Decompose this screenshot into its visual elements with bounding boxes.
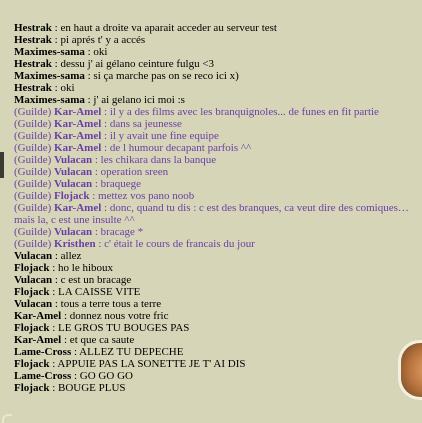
speaker-name[interactable]: Vulacan xyxy=(14,250,53,262)
player-portrait-icon[interactable] xyxy=(398,340,422,400)
message-text: : APPUIE PAS LA SONETTE JE T' AI DIS xyxy=(49,358,246,370)
channel-prefix: (Guilde) xyxy=(14,190,55,202)
scroll-corner-icon[interactable] xyxy=(2,414,12,423)
chat-line xyxy=(14,334,412,346)
speaker-name[interactable]: Kar-Amel xyxy=(54,130,102,142)
chat-tab-handle[interactable] xyxy=(0,152,4,178)
channel-prefix: (Guilde) xyxy=(14,166,55,178)
channel-prefix: (Guilde) xyxy=(14,178,55,190)
chat-line xyxy=(14,262,412,274)
chat-line xyxy=(14,22,412,34)
chat-line xyxy=(14,94,412,106)
speaker-name[interactable]: Vulacan xyxy=(54,226,93,238)
message-text: : LE GROS TU BOUGES PAS xyxy=(49,322,190,334)
message-text: : c' était le cours de francais du jour xyxy=(95,238,255,250)
message-text: : c est un bracage xyxy=(52,274,132,286)
message-text: : LA CAISSE VITE xyxy=(49,286,141,298)
guild-chat-line xyxy=(14,190,412,202)
chat-line xyxy=(14,298,412,310)
chat-line xyxy=(14,358,412,370)
message-text: : oki xyxy=(51,82,75,94)
chat-line xyxy=(14,34,412,46)
speaker-name[interactable]: Flojack xyxy=(14,382,50,394)
message-text: : bracage * xyxy=(92,226,144,238)
channel-prefix: (Guilde) xyxy=(14,238,55,250)
message-text: : j' ai gelano ici moi :s xyxy=(84,94,185,106)
speaker-name[interactable]: Vulacan xyxy=(54,178,93,190)
message-text: : il y a des films avec les branquignoles... de funes en fit partie xyxy=(101,106,379,118)
chat-line xyxy=(14,82,412,94)
speaker-name[interactable]: Lame-Cross xyxy=(14,370,72,382)
message-text: : ALLEZ TU DEPECHE xyxy=(71,346,184,358)
message-text: : oki xyxy=(84,46,108,58)
message-text: : dans sa jeunesse xyxy=(101,118,182,130)
message-text: : si ça marche pas on se reco ici x) xyxy=(84,70,239,82)
speaker-name[interactable]: Vulacan xyxy=(54,154,93,166)
guild-chat-line xyxy=(14,166,412,178)
chat-line xyxy=(14,274,412,286)
speaker-name[interactable]: Hestrak xyxy=(14,82,52,94)
chat-log xyxy=(14,22,412,394)
speaker-name[interactable]: Kar-Amel xyxy=(54,202,102,214)
message-text: : de l humour decapant parfois ^^ xyxy=(101,142,252,154)
guild-chat-line xyxy=(14,202,412,226)
chat-line xyxy=(14,382,412,394)
message-text: : allez xyxy=(52,250,82,262)
chat-bottom-bar xyxy=(0,411,422,423)
message-text: : tous a terre tous a terre xyxy=(52,298,162,310)
speaker-name[interactable]: Kar-Amel xyxy=(54,142,102,154)
chat-line xyxy=(14,70,412,82)
chat-line xyxy=(14,250,412,262)
speaker-name[interactable]: Kar-Amel xyxy=(54,118,102,130)
message-text: : et que ca saute xyxy=(61,334,135,346)
channel-prefix: (Guilde) xyxy=(14,142,55,154)
message-text: : les chikara dans la banque xyxy=(92,154,217,166)
guild-chat-line xyxy=(14,226,412,238)
chat-line xyxy=(14,58,412,70)
message-text: : braquege xyxy=(92,178,141,190)
message-text: : operation sreen xyxy=(92,166,169,178)
speaker-name[interactable]: Vulacan xyxy=(14,298,53,310)
channel-prefix: (Guilde) xyxy=(14,106,55,118)
speaker-name[interactable]: Flojack xyxy=(14,358,50,370)
message-text: : BOUGE PLUS xyxy=(49,382,126,394)
chat-line xyxy=(14,370,412,382)
guild-chat-line xyxy=(14,142,412,154)
guild-chat-line xyxy=(14,118,412,130)
speaker-name[interactable]: Maximes-sama xyxy=(14,70,85,82)
message-text: : pi aprés t' y a accés xyxy=(51,34,146,46)
speaker-name[interactable]: Kar-Amel xyxy=(54,106,102,118)
channel-prefix: (Guilde) xyxy=(14,202,55,214)
chat-line xyxy=(14,346,412,358)
channel-prefix: (Guilde) xyxy=(14,118,55,130)
message-text: : en haut a droite va aparait acceder au serveur test xyxy=(51,22,277,34)
speaker-name[interactable]: Flojack xyxy=(14,286,50,298)
chat-line xyxy=(14,310,412,322)
speaker-name[interactable]: Lame-Cross xyxy=(14,346,72,358)
channel-prefix: (Guilde) xyxy=(14,154,55,166)
speaker-name[interactable]: Maximes-sama xyxy=(14,94,85,106)
chat-line xyxy=(14,322,412,334)
speaker-name[interactable]: Vulacan xyxy=(14,274,53,286)
guild-chat-line xyxy=(14,106,412,118)
guild-chat-line xyxy=(14,154,412,166)
guild-chat-line xyxy=(14,130,412,142)
guild-chat-line xyxy=(14,178,412,190)
speaker-name[interactable]: Vulacan xyxy=(54,166,93,178)
speaker-name[interactable]: Maximes-sama xyxy=(14,46,85,58)
chat-line xyxy=(14,46,412,58)
chat-line xyxy=(14,286,412,298)
message-text: : ho le hiboux xyxy=(49,262,114,274)
speaker-name[interactable]: Kar-Amel xyxy=(14,334,62,346)
speaker-name[interactable]: Hestrak xyxy=(14,58,52,70)
window-left-edge xyxy=(0,0,6,423)
speaker-name[interactable]: Flojack xyxy=(14,262,50,274)
message-text: : il y avait une fine equipe xyxy=(101,130,219,142)
message-text: : mettez vos pano noob xyxy=(89,190,195,202)
channel-prefix: (Guilde) xyxy=(14,226,55,238)
message-text: : dessu j' ai gélano ceinture fulgu <3 xyxy=(51,58,215,70)
guild-chat-line xyxy=(14,238,412,250)
speaker-name[interactable]: Kar-Amel xyxy=(14,310,62,322)
message-text: : donc, quand tu dis : c est des branques, ca veut dire des comiques… mais la, c est une insulte ^^ xyxy=(14,202,409,226)
speaker-name[interactable]: Flojack xyxy=(14,322,50,334)
speaker-name[interactable]: Hestrak xyxy=(14,34,52,46)
speaker-name[interactable]: Hestrak xyxy=(14,22,52,34)
message-text: : GO GO GO xyxy=(71,370,133,382)
speaker-name[interactable]: Flojack xyxy=(54,190,90,202)
speaker-name[interactable]: Kristhen xyxy=(54,238,96,250)
channel-prefix: (Guilde) xyxy=(14,130,55,142)
message-text: : donnez nous votre fric xyxy=(61,310,169,322)
